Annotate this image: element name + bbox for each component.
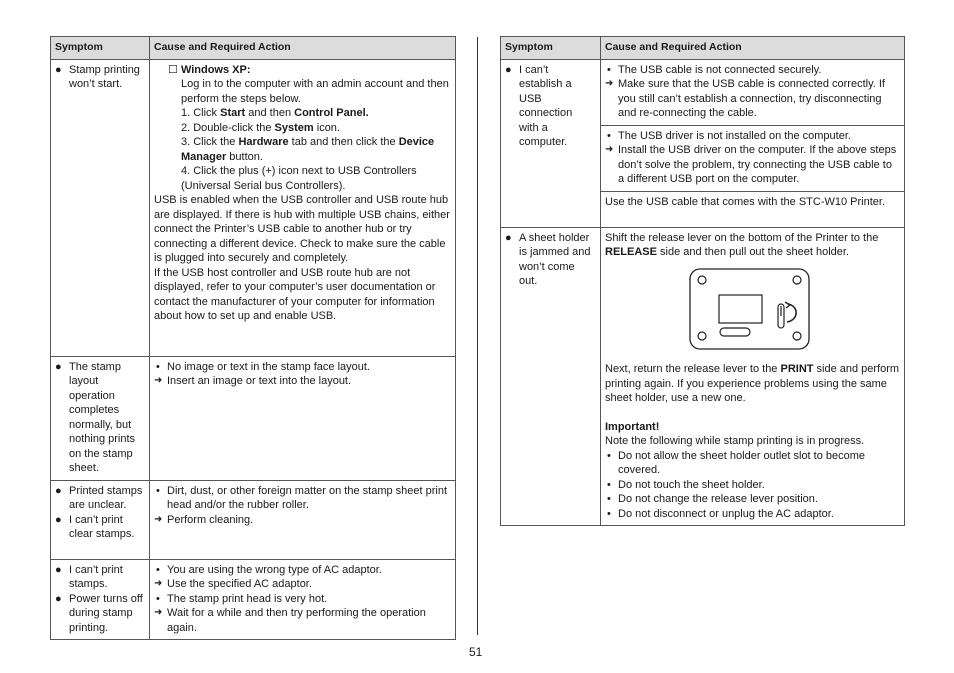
right-troubleshooting-table [500, 36, 905, 526]
symptom-item: ● Power turns off during stamp printing. [55, 592, 145, 636]
action-arrow: ➜ Insert an image or text into the layout. [154, 374, 451, 389]
action-arrow: ➜ Make sure that the USB cable is connected correctly. If you still can’t establish a connection, try disconnecting and re-connecting the cable. [605, 77, 900, 121]
cause-cell [150, 559, 456, 640]
symptom-cell [51, 356, 150, 480]
windows-xp-heading: ☐ Windows XP: [168, 63, 251, 76]
left-troubleshooting-table [50, 36, 456, 640]
table-row [51, 480, 456, 559]
action-arrow: ➜ Wait for a while and then try performing the operation again. [154, 606, 451, 635]
column-divider [477, 37, 478, 635]
header-symptom: Symptom [501, 37, 601, 60]
cause-cell [601, 125, 905, 191]
table-row [51, 59, 456, 356]
header-cause: Cause and Required Action [150, 37, 456, 60]
header-row [51, 37, 456, 60]
release-instruction: Shift the release lever on the bottom of the Printer to the RELEASE side and then pull out the sheet holder. [605, 231, 879, 258]
header-row [501, 37, 905, 60]
symptom-cell [501, 59, 601, 227]
usb-enabled-paragraph: USB is enabled when the USB controller and USB route hub are displayed. If there is hub with multiple USB chains, either connect the Printer’s USB cable to another hub or try connecting a different device. Check to make sure the cable is plugged into securely and completely. [154, 194, 450, 264]
symptom-item: ● I can’t print clear stamps. [55, 513, 145, 542]
cause-bullet: • The USB cable is not connected securely. [605, 63, 900, 78]
table-row [501, 59, 905, 125]
cause-bullet: • No image or text in the stamp face layout. [154, 360, 451, 375]
action-arrow: ➜ Install the USB driver on the computer. If the above steps don’t solve the problem, try connecting the USB cable to a different USB port on the computer. [605, 143, 900, 187]
cause-bullet: • You are using the wrong type of AC adaptor. [154, 563, 451, 578]
winxp-intro: Log in to the computer with an admin account and then perform the steps below. [181, 78, 449, 105]
symptom-cell [501, 227, 601, 526]
important-note: Note the following while stamp printing is in progress. [605, 435, 865, 447]
cause-bullet: • Dirt, dust, or other foreign matter on the stamp sheet print head and/or the rubber roller. [154, 484, 451, 513]
cause-cell: Use the USB cable that comes with the STC-W10 Printer. [601, 191, 905, 227]
cause-cell [601, 227, 905, 526]
print-instruction: Next, return the release lever to the PRINT side and perform printing again. If you experience problems using the same sheet holder, use a new one. [605, 363, 900, 404]
important-bullet: • Do not touch the sheet holder. [605, 478, 900, 493]
important-bullet: • Do not allow the sheet holder outlet slot to become covered. [605, 449, 900, 478]
step-3: 3. Click the Hardware tab and then click the Device Manager button. [181, 136, 435, 163]
symptom-item: ● The stamp layout operation completes normally, but nothing prints on the stamp sheet. [55, 360, 145, 476]
important-bullet: • Do not change the release lever position. [605, 492, 900, 507]
symptom-item: ● A sheet holder is jammed and won’t come out. [505, 231, 596, 289]
symptom-item: ● I can’t establish a USB connection with a computer. [505, 63, 579, 150]
important-bullet: • Do not disconnect or unplug the AC adaptor. [605, 507, 900, 522]
printer-bottom-illustration [689, 268, 810, 350]
symptom-item: ● Stamp printing won’t start. [55, 63, 145, 92]
header-symptom: Symptom [51, 37, 150, 60]
symptom-item: ● Printed stamps are unclear. [55, 484, 145, 513]
symptom-item: ● I can’t print stamps. [55, 563, 145, 592]
cause-cell [150, 480, 456, 559]
step-2: 2. Double-click the System icon. [181, 121, 340, 134]
cause-bullet: • The USB driver is not installed on the computer. [605, 129, 900, 144]
cause-cell [150, 356, 456, 480]
cause-cell [150, 59, 456, 356]
symptom-cell [51, 59, 150, 356]
step-1: 1. Click Start and then Control Panel. [181, 107, 369, 119]
important-heading: Important! [605, 420, 660, 433]
header-cause: Cause and Required Action [601, 37, 905, 60]
cause-bullet: • The stamp print head is very hot. [154, 592, 451, 607]
step-4: 4. Click the plus (+) icon next to USB Controllers (Universal Serial bus Controllers). [181, 165, 417, 192]
page-number: 51 [469, 645, 483, 659]
table-row [51, 559, 456, 640]
cause-cell [601, 59, 905, 125]
symptom-cell [51, 559, 150, 640]
table-row [51, 356, 456, 480]
checkbox-icon: ☐ [168, 63, 178, 76]
action-arrow: ➜ Perform cleaning. [154, 513, 451, 528]
action-arrow: ➜ Use the specified AC adaptor. [154, 577, 451, 592]
symptom-cell [51, 480, 150, 559]
table-row [501, 227, 905, 526]
usb-not-displayed-paragraph: If the USB host controller and USB route hub are not displayed, refer to your computer’s user documentation or contact the manufacturer of your computer for information about how to set up and enable USB. [154, 266, 436, 322]
